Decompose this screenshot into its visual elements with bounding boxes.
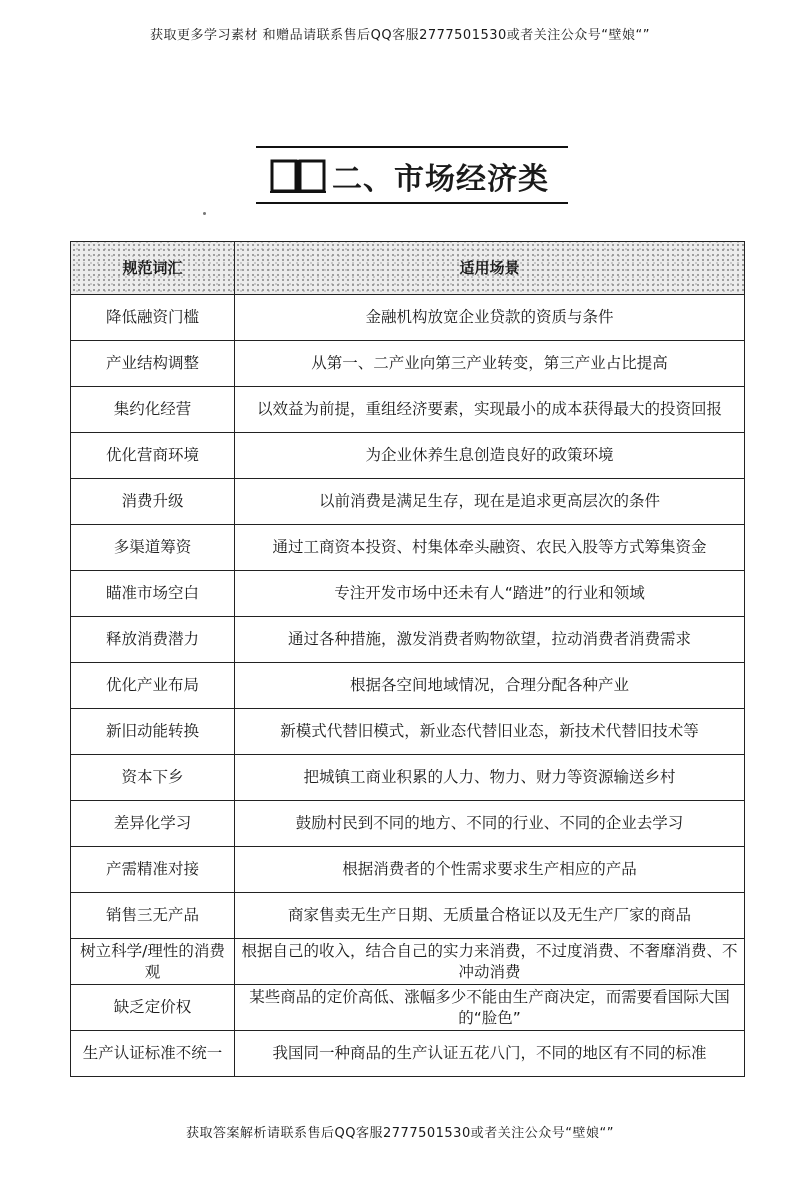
table-row <box>71 433 745 479</box>
footer-note: 获取答案解析请联系售后QQ客服2777501530或者关注公众号“壁娘“” <box>186 1126 614 1141</box>
scan-speck <box>203 212 206 215</box>
scene-cell: 根据各空间地域情况，合理分配各种产业 <box>235 663 745 709</box>
table-row <box>71 709 745 755</box>
table-row <box>71 1031 745 1077</box>
scene-cell: 以效益为前提，重组经济要素，实现最小的成本获得最大的投资回报 <box>235 387 745 433</box>
scene-cell: 从第一、二产业向第三产业转变，第三产业占比提高 <box>235 341 745 387</box>
section-title <box>256 146 568 206</box>
term-cell: 产业结构调整 <box>71 341 235 387</box>
scene-cell: 商家售卖无生产日期、无质量合格证以及无生产厂家的商品 <box>235 893 745 939</box>
table-row <box>71 755 745 801</box>
header-scene: 适用场景 <box>235 242 745 295</box>
vocabulary-table <box>70 241 745 1077</box>
scene-cell: 某些商品的定价高低、涨幅多少不能由生产商决定，而需要看国际大国的“脸色” <box>235 985 745 1031</box>
scene-cell: 为企业休养生息创造良好的政策环境 <box>235 433 745 479</box>
scene-cell: 专注开发市场中还未有人“踏进”的行业和领域 <box>235 571 745 617</box>
header-note: 获取更多学习素材 和赠品请联系售后QQ客服2777501530或者关注公众号“壁娘“” <box>149 28 650 43</box>
book-icon <box>270 158 326 194</box>
term-cell: 新旧动能转换 <box>71 709 235 755</box>
table-row <box>71 571 745 617</box>
scene-cell: 把城镇工商业积累的人力、物力、财力等资源输送乡村 <box>235 755 745 801</box>
scene-cell: 我国同一种商品的生产认证五花八门，不同的地区有不同的标准 <box>235 1031 745 1077</box>
scene-cell: 根据自己的收入，结合自己的实力来消费，不过度消费、不奢靡消费、不冲动消费 <box>235 939 745 985</box>
term-cell: 集约化经营 <box>71 387 235 433</box>
term-cell: 多渠道筹资 <box>71 525 235 571</box>
term-cell: 销售三无产品 <box>71 893 235 939</box>
table-row <box>71 617 745 663</box>
scene-cell: 鼓励村民到不同的地方、不同的行业、不同的企业去学习 <box>235 801 745 847</box>
scene-cell: 通过各种措施，激发消费者购物欲望，拉动消费者消费需求 <box>235 617 745 663</box>
term-cell: 树立科学/理性的消费观 <box>71 939 235 985</box>
table-header-row <box>71 242 745 295</box>
table-row <box>71 939 745 985</box>
term-cell: 降低融资门槛 <box>71 295 235 341</box>
scene-cell: 金融机构放宽企业贷款的资质与条件 <box>235 295 745 341</box>
term-cell: 瞄准市场空白 <box>71 571 235 617</box>
term-cell: 差异化学习 <box>71 801 235 847</box>
term-cell: 资本下乡 <box>71 755 235 801</box>
term-cell: 产需精准对接 <box>71 847 235 893</box>
title-rule-top <box>256 146 568 148</box>
table-row <box>71 479 745 525</box>
term-cell: 消费升级 <box>71 479 235 525</box>
table-row <box>71 801 745 847</box>
scene-cell: 根据消费者的个性需求要求生产相应的产品 <box>235 847 745 893</box>
term-cell: 生产认证标准不统一 <box>71 1031 235 1077</box>
table-row <box>71 663 745 709</box>
table-row <box>71 341 745 387</box>
scene-cell: 通过工商资本投资、村集体牵头融资、农民入股等方式筹集资金 <box>235 525 745 571</box>
scene-cell: 以前消费是满足生存，现在是追求更高层次的条件 <box>235 479 745 525</box>
title-rule-bottom <box>256 202 568 204</box>
scene-cell: 新模式代替旧模式，新业态代替旧业态，新技术代替旧技术等 <box>235 709 745 755</box>
term-cell: 释放消费潜力 <box>71 617 235 663</box>
table-row <box>71 387 745 433</box>
term-cell: 缺乏定价权 <box>71 985 235 1031</box>
header-term: 规范词汇 <box>71 242 235 295</box>
page-title: 二、市场经济类 <box>332 162 549 197</box>
term-cell: 优化产业布局 <box>71 663 235 709</box>
table-row <box>71 985 745 1031</box>
table-row <box>71 525 745 571</box>
table-row <box>71 295 745 341</box>
table-row <box>71 893 745 939</box>
table-row <box>71 847 745 893</box>
term-cell: 优化营商环境 <box>71 433 235 479</box>
